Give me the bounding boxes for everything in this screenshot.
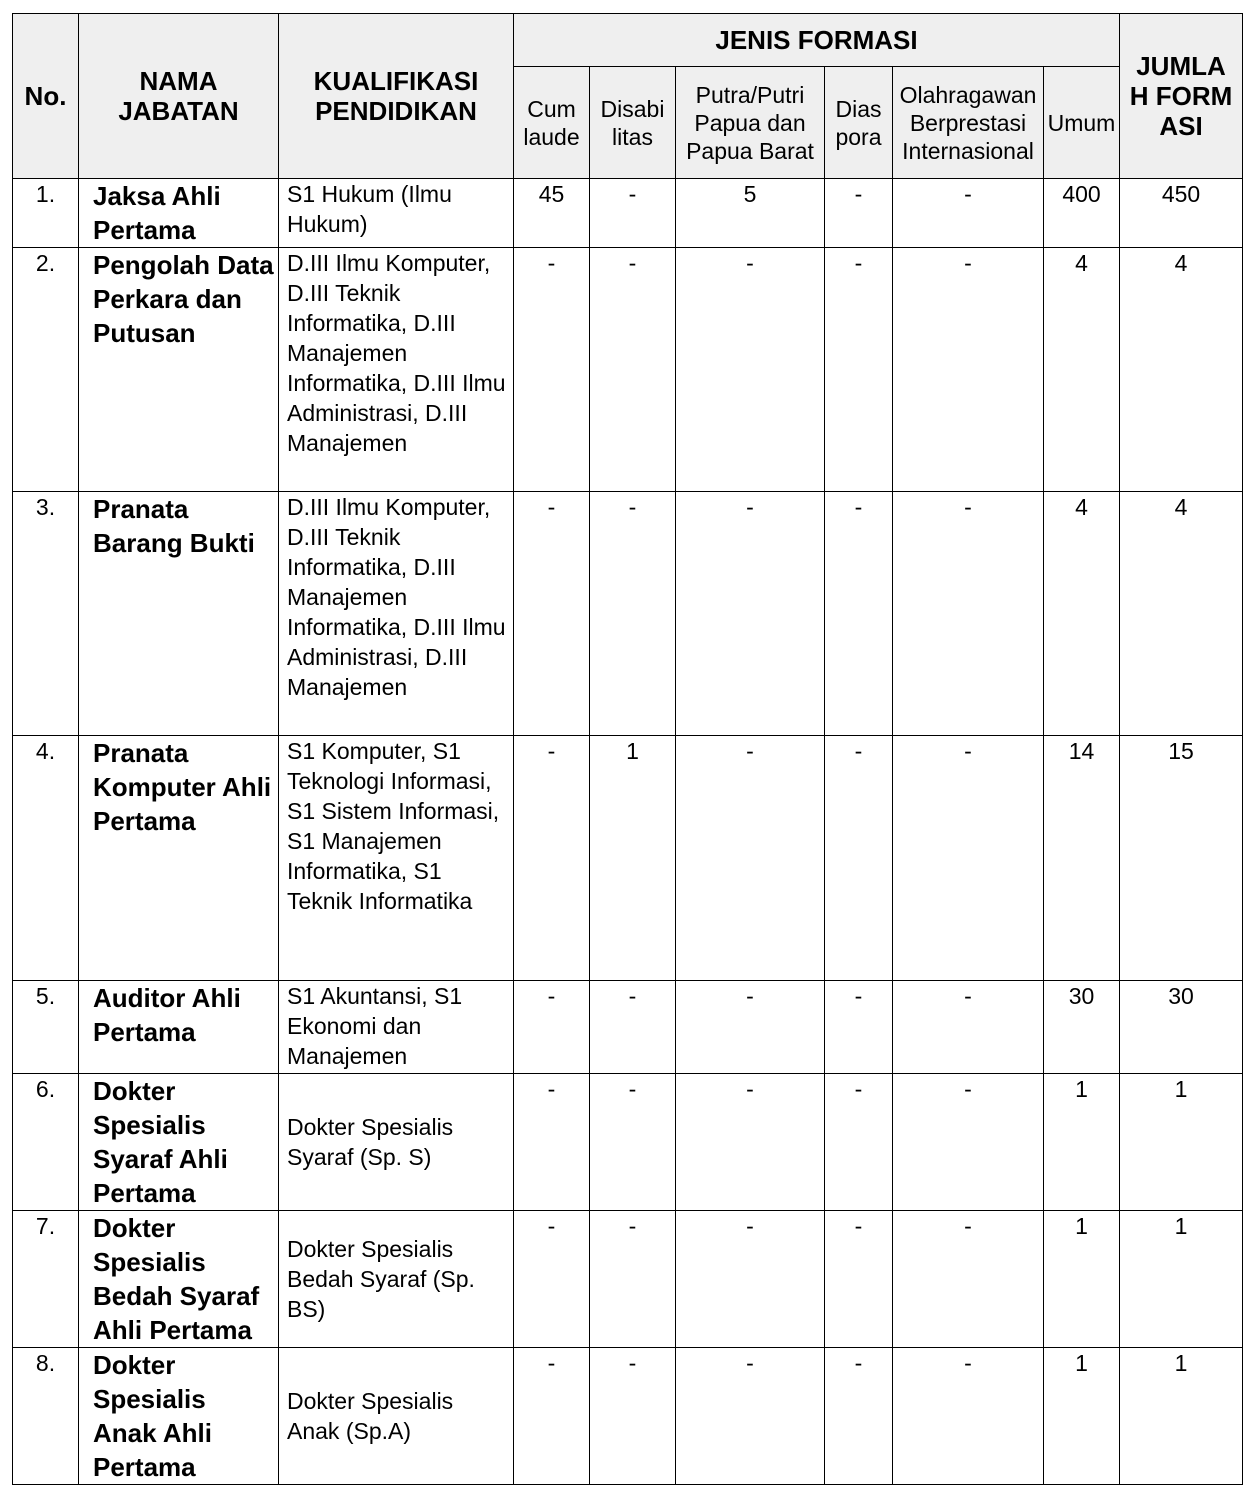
- row-disabilitas: -: [590, 492, 676, 736]
- row-umum: 400: [1044, 179, 1120, 248]
- row-papua: -: [676, 981, 825, 1074]
- header-no: No.: [13, 14, 79, 179]
- table-row: [13, 1348, 1243, 1485]
- row-cumlaude: -: [514, 492, 590, 736]
- row-nama-jabatan: Pranata Barang Bukti: [79, 492, 279, 736]
- table-row: [13, 179, 1243, 248]
- row-papua: -: [676, 492, 825, 736]
- formasi-table: [12, 13, 1243, 1485]
- row-jumlah: 4: [1120, 492, 1243, 736]
- row-cumlaude: -: [514, 736, 590, 981]
- row-disabilitas: -: [590, 981, 676, 1074]
- header-cumlaude: Cum laude: [514, 67, 590, 179]
- row-diaspora: -: [825, 248, 893, 492]
- row-kualifikasi: Dokter Spesialis Syaraf (Sp. S): [279, 1074, 514, 1211]
- row-disabilitas: 1: [590, 736, 676, 981]
- row-nama-jabatan: Dokter Spesialis Bedah Syaraf Ahli Pertama: [79, 1211, 279, 1348]
- header-umum: Umum: [1044, 67, 1120, 179]
- row-disabilitas: -: [590, 1074, 676, 1211]
- row-umum: 14: [1044, 736, 1120, 981]
- row-olahragawan: -: [893, 1348, 1044, 1485]
- row-umum: 1: [1044, 1211, 1120, 1348]
- row-cumlaude: -: [514, 981, 590, 1074]
- row-nama-jabatan: Pengolah Data Perkara dan Putusan: [79, 248, 279, 492]
- row-diaspora: -: [825, 981, 893, 1074]
- row-olahragawan: -: [893, 248, 1044, 492]
- row-papua: 5: [676, 179, 825, 248]
- row-jumlah: 15: [1120, 736, 1243, 981]
- table-header: [13, 14, 1243, 179]
- row-papua: -: [676, 1348, 825, 1485]
- row-no: 1.: [13, 179, 79, 248]
- row-jumlah: 1: [1120, 1211, 1243, 1348]
- header-nama-jabatan: NAMA JABATAN: [79, 14, 279, 179]
- table-row: [13, 492, 1243, 736]
- table-row: [13, 736, 1243, 981]
- table-row: [13, 1074, 1243, 1211]
- row-olahragawan: -: [893, 736, 1044, 981]
- row-umum: 1: [1044, 1074, 1120, 1211]
- row-diaspora: -: [825, 179, 893, 248]
- row-diaspora: -: [825, 1348, 893, 1485]
- row-nama-jabatan: Dokter Spesialis Syaraf Ahli Pertama: [79, 1074, 279, 1211]
- row-disabilitas: -: [590, 1211, 676, 1348]
- row-no: 4.: [13, 736, 79, 981]
- row-umum: 1: [1044, 1348, 1120, 1485]
- header-jenis-formasi: JENIS FORMASI: [514, 14, 1120, 67]
- table-row: [13, 248, 1243, 492]
- row-olahragawan: -: [893, 981, 1044, 1074]
- row-kualifikasi: S1 Komputer, S1 Teknologi Informasi, S1 Sistem Informasi, S1 Manajemen Informatika, S1 Teknik Informatika: [279, 736, 514, 981]
- row-disabilitas: -: [590, 248, 676, 492]
- row-papua: -: [676, 1211, 825, 1348]
- row-diaspora: -: [825, 1211, 893, 1348]
- row-disabilitas: -: [590, 1348, 676, 1485]
- header-papua: Putra/Putri Papua dan Papua Barat: [676, 67, 825, 179]
- header-olahragawan: Olahragawan Berprestasi Internasional: [893, 67, 1044, 179]
- row-no: 5.: [13, 981, 79, 1074]
- row-no: 6.: [13, 1074, 79, 1211]
- row-kualifikasi: D.III Ilmu Komputer, D.III Teknik Informatika, D.III Manajemen Informatika, D.III Ilmu Administrasi, D.III Manajemen: [279, 492, 514, 736]
- row-no: 8.: [13, 1348, 79, 1485]
- row-umum: 4: [1044, 492, 1120, 736]
- row-umum: 4: [1044, 248, 1120, 492]
- row-kualifikasi: Dokter Spesialis Bedah Syaraf (Sp. BS): [279, 1211, 514, 1348]
- header-diaspora: Dias pora: [825, 67, 893, 179]
- row-olahragawan: -: [893, 1074, 1044, 1211]
- row-kualifikasi: S1 Hukum (Ilmu Hukum): [279, 179, 514, 248]
- row-diaspora: -: [825, 492, 893, 736]
- row-nama-jabatan: Jaksa Ahli Pertama: [79, 179, 279, 248]
- row-cumlaude: -: [514, 1074, 590, 1211]
- row-cumlaude: -: [514, 1211, 590, 1348]
- row-nama-jabatan: Auditor Ahli Pertama: [79, 981, 279, 1074]
- row-diaspora: -: [825, 736, 893, 981]
- row-papua: -: [676, 248, 825, 492]
- row-cumlaude: -: [514, 248, 590, 492]
- row-kualifikasi: D.III Ilmu Komputer, D.III Teknik Informatika, D.III Manajemen Informatika, D.III Ilmu Administrasi, D.III Manajemen: [279, 248, 514, 492]
- row-cumlaude: 45: [514, 179, 590, 248]
- row-nama-jabatan: Dokter Spesialis Anak Ahli Pertama: [79, 1348, 279, 1485]
- row-jumlah: 450: [1120, 179, 1243, 248]
- header-jumlah-formasi: JUMLAH FORMASI: [1120, 14, 1243, 179]
- row-jumlah: 1: [1120, 1348, 1243, 1485]
- row-no: 7.: [13, 1211, 79, 1348]
- row-no: 3.: [13, 492, 79, 736]
- row-kualifikasi: Dokter Spesialis Anak (Sp.A): [279, 1348, 514, 1485]
- row-no: 2.: [13, 248, 79, 492]
- row-jumlah: 30: [1120, 981, 1243, 1074]
- row-kualifikasi: S1 Akuntansi, S1 Ekonomi dan Manajemen: [279, 981, 514, 1074]
- row-nama-jabatan: Pranata Komputer Ahli Pertama: [79, 736, 279, 981]
- row-umum: 30: [1044, 981, 1120, 1074]
- row-jumlah: 4: [1120, 248, 1243, 492]
- row-olahragawan: -: [893, 179, 1044, 248]
- table-row: [13, 1211, 1243, 1348]
- table-row: [13, 981, 1243, 1074]
- row-jumlah: 1: [1120, 1074, 1243, 1211]
- row-diaspora: -: [825, 1074, 893, 1211]
- row-olahragawan: -: [893, 492, 1044, 736]
- header-disabilitas: Disabi litas: [590, 67, 676, 179]
- row-papua: -: [676, 1074, 825, 1211]
- row-cumlaude: -: [514, 1348, 590, 1485]
- header-kualifikasi: KUALIFIKASI PENDIDIKAN: [279, 14, 514, 179]
- row-disabilitas: -: [590, 179, 676, 248]
- row-olahragawan: -: [893, 1211, 1044, 1348]
- row-papua: -: [676, 736, 825, 981]
